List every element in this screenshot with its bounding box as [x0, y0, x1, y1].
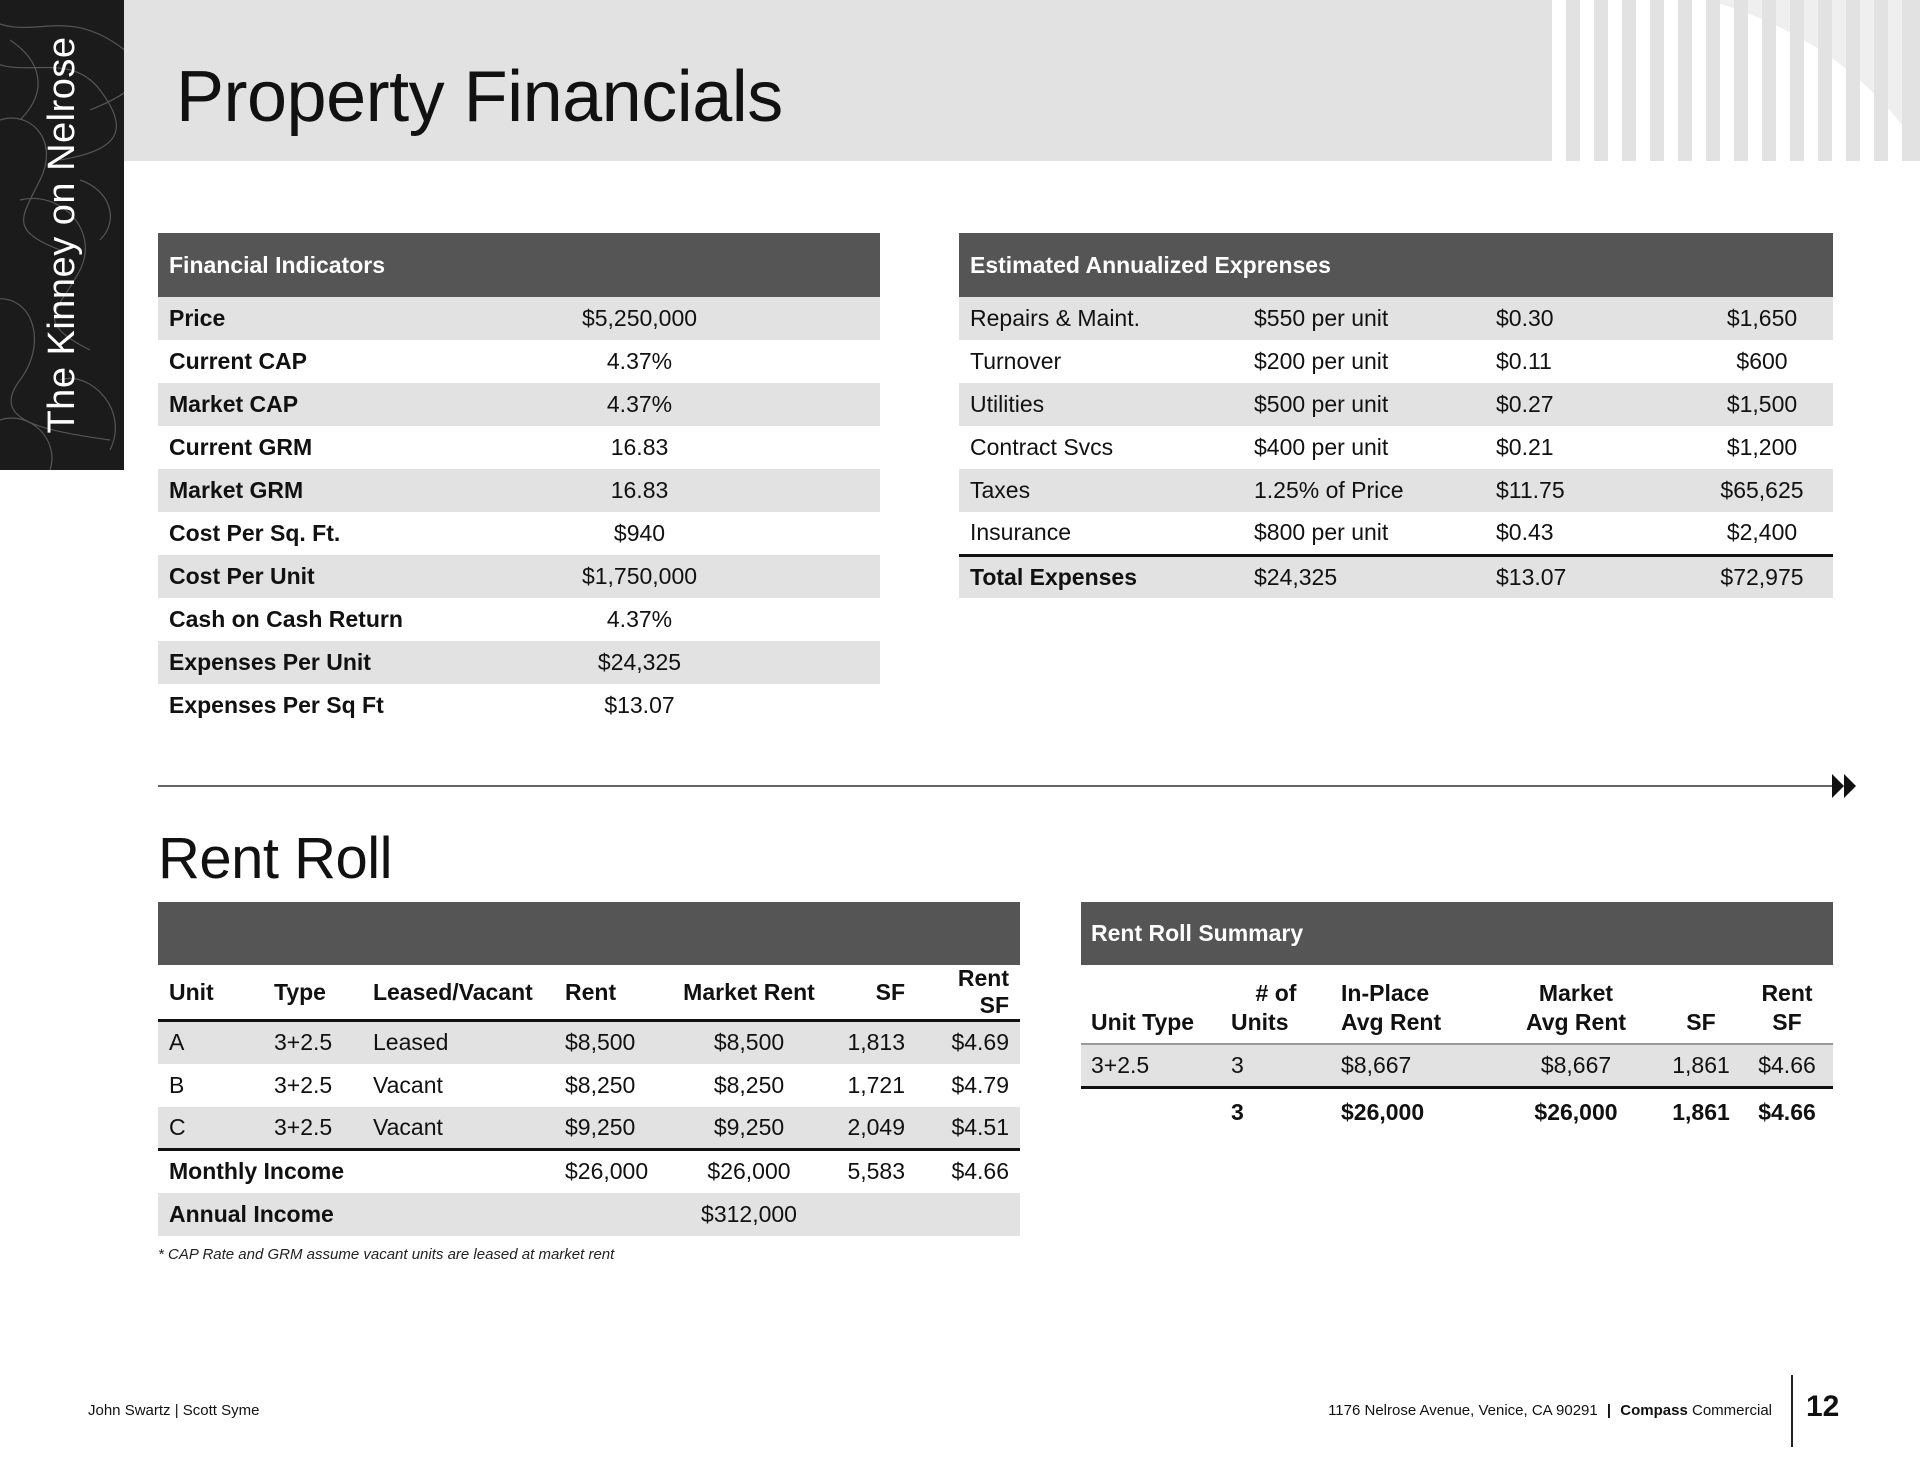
cell-status: Vacant — [373, 1113, 443, 1140]
expense-total-per-sf: $13.07 — [1485, 555, 1691, 598]
col-units: # of Units — [1221, 965, 1331, 1044]
col-rent: Rent — [554, 965, 664, 1021]
table-row — [959, 469, 1833, 512]
summary-total-rent-sf: $4.66 — [1741, 1087, 1833, 1136]
summary-total-market: $26,000 — [1491, 1087, 1661, 1136]
cell-unit: C — [169, 1113, 186, 1140]
col-summary-rent-sf: Rent SF — [1741, 965, 1833, 1044]
table-row — [158, 1021, 1020, 1064]
expense-total: $1,200 — [1726, 434, 1798, 460]
cell-sf: 1,721 — [847, 1071, 905, 1098]
row-value: $940 — [613, 520, 666, 546]
row-label: Expenses Per Sq Ft — [169, 692, 384, 718]
rent-roll-summary-heading: Rent Roll Summary — [1091, 920, 1304, 946]
row-label: Expenses Per Unit — [169, 649, 371, 675]
page-title: Property Financials — [176, 57, 783, 137]
cell-rent-sf: $4.69 — [951, 1029, 1009, 1056]
annual-income-label: Annual Income — [169, 1200, 334, 1227]
col-sf: SF — [834, 965, 916, 1021]
expense-total: $1,500 — [1726, 391, 1798, 417]
financial-indicators-table — [158, 233, 880, 727]
cell-market-rent: $9,250 — [713, 1113, 785, 1140]
footer-address — [1328, 1402, 1772, 1419]
rent-roll-summary-table — [1081, 902, 1833, 1136]
table-row — [959, 512, 1833, 555]
double-arrow-icon — [1832, 772, 1860, 800]
footer-address-text: 1176 Nelrose Avenue, Venice, CA 90291 — [1328, 1402, 1598, 1419]
expense-basis: $500 per unit — [1254, 391, 1389, 417]
row-label: Current CAP — [169, 348, 308, 374]
col-status: Leased/Vacant — [362, 965, 554, 1021]
row-label: Market GRM — [169, 477, 304, 503]
summary-market: $8,667 — [1540, 1051, 1612, 1078]
expense-per-sf: $0.11 — [1496, 348, 1552, 374]
table-row — [158, 684, 880, 727]
expense-per-sf: $0.43 — [1496, 519, 1554, 546]
total-row — [959, 555, 1833, 598]
expense-basis: $550 per unit — [1254, 305, 1389, 331]
row-value: 4.37% — [606, 348, 673, 374]
monthly-income-row — [158, 1150, 1020, 1193]
expense-basis: $800 per unit — [1254, 519, 1389, 546]
col-type: Type — [263, 965, 362, 1021]
footer-brand-bold: Compass — [1620, 1402, 1688, 1419]
summary-sf: 1,861 — [1672, 1051, 1730, 1078]
table-row — [959, 297, 1833, 340]
cell-rent-sf: $4.51 — [951, 1113, 1009, 1140]
expense-basis: 1.25% of Price — [1254, 477, 1404, 503]
rent-roll-column-headers — [158, 965, 1020, 1021]
expense-per-sf: $11.75 — [1496, 477, 1565, 503]
cell-unit: A — [169, 1029, 185, 1056]
expense-total: $1,650 — [1726, 305, 1798, 331]
row-label: Cash on Cash Return — [169, 606, 403, 632]
cell-type: 3+2.5 — [274, 1113, 333, 1140]
col-unit: Unit — [158, 965, 263, 1021]
monthly-income-label: Monthly Income — [158, 1150, 554, 1193]
cell-sf: 2,049 — [847, 1113, 905, 1140]
cell-rent: $9,250 — [565, 1113, 636, 1140]
expense-item: Contract Svcs — [970, 434, 1114, 460]
expenses-table — [959, 233, 1833, 598]
row-label: Price — [169, 305, 226, 331]
table-row — [158, 340, 880, 383]
rent-roll-table — [158, 902, 1020, 1236]
table-row — [158, 641, 880, 684]
col-rent-sf: Rent SF — [916, 965, 1020, 1021]
table-row — [959, 340, 1833, 383]
expense-total: $65,625 — [1720, 477, 1804, 503]
table-row — [158, 555, 880, 598]
expense-total-label: Total Expenses — [959, 555, 1243, 598]
monthly-rent-sf: $4.66 — [916, 1150, 1020, 1193]
section-divider — [158, 785, 1834, 787]
monthly-market-rent: $26,000 — [664, 1150, 834, 1193]
annual-income-row — [158, 1193, 1020, 1236]
expense-total-basis: $24,325 — [1243, 555, 1485, 598]
table-row — [158, 1107, 1020, 1150]
expense-item: Utilities — [970, 391, 1045, 417]
row-value: 4.37% — [606, 391, 673, 417]
cell-status: Leased — [373, 1029, 449, 1056]
col-market-avg-rent: Market Avg Rent — [1491, 965, 1661, 1044]
table-row — [158, 598, 880, 641]
rent-roll-title: Rent Roll — [158, 826, 393, 891]
row-value: $24,325 — [597, 649, 682, 675]
table-row — [158, 1064, 1020, 1107]
summary-rent-sf: $4.66 — [1758, 1051, 1816, 1078]
col-summary-sf: SF — [1661, 965, 1741, 1044]
expense-item: Insurance — [970, 519, 1072, 546]
cell-type: 3+2.5 — [274, 1071, 333, 1098]
row-value: 16.83 — [610, 434, 669, 460]
cell-rent-sf: $4.79 — [951, 1071, 1009, 1098]
summary-unit-type: 3+2.5 — [1091, 1051, 1150, 1078]
row-value: $13.07 — [604, 692, 675, 718]
table-row — [158, 383, 880, 426]
col-inplace-rent: In-Place Avg Rent — [1331, 965, 1491, 1044]
expense-item: Taxes — [970, 477, 1031, 503]
footer-agents: John Swartz | Scott Syme — [88, 1402, 260, 1419]
cell-unit: B — [169, 1071, 185, 1098]
annual-market-rent: $312,000 — [701, 1200, 797, 1227]
side-panel — [0, 0, 124, 470]
row-value: 4.37% — [606, 606, 673, 632]
expense-basis: $200 per unit — [1254, 348, 1389, 374]
table-row — [158, 426, 880, 469]
cell-status: Vacant — [373, 1071, 443, 1098]
expense-total: $600 — [1736, 348, 1788, 374]
expense-basis: $400 per unit — [1254, 434, 1389, 460]
page-number: 12 — [1806, 1390, 1840, 1423]
cell-rent: $8,250 — [565, 1071, 636, 1098]
table-row — [959, 383, 1833, 426]
table-row — [158, 297, 880, 340]
expense-total: $2,400 — [1726, 519, 1798, 546]
financial-indicators-heading: Financial Indicators — [169, 251, 385, 278]
row-label: Cost Per Unit — [169, 563, 315, 589]
col-market-rent: Market Rent — [664, 965, 834, 1021]
side-title: The Kinney on Nelrose — [40, 36, 83, 434]
summary-total-inplace: $26,000 — [1331, 1087, 1491, 1136]
summary-inplace: $8,667 — [1341, 1051, 1412, 1078]
summary-total-units: 3 — [1221, 1087, 1331, 1136]
expense-per-sf: $0.30 — [1496, 305, 1554, 331]
table-row — [1081, 1044, 1833, 1087]
expense-item: Turnover — [970, 348, 1062, 374]
footnote: * CAP Rate and GRM assume vacant units are leased at market rent — [158, 1246, 615, 1263]
footer-brand-rest: Commercial — [1691, 1402, 1772, 1419]
row-label: Market CAP — [169, 391, 299, 417]
row-value: $1,750,000 — [581, 563, 698, 589]
monthly-sf: 5,583 — [834, 1150, 916, 1193]
rent-roll-header-bar — [158, 902, 1020, 965]
table-row — [158, 469, 880, 512]
cell-type: 3+2.5 — [274, 1029, 333, 1056]
row-value: 16.83 — [610, 477, 669, 503]
row-label: Current GRM — [169, 434, 313, 460]
table-row — [959, 426, 1833, 469]
footer-divider — [1791, 1375, 1793, 1447]
expense-per-sf: $0.27 — [1496, 391, 1554, 417]
expenses-heading: Estimated Annualized Exprenses — [970, 251, 1331, 278]
cell-sf: 1,813 — [847, 1029, 905, 1056]
footer-separator: | — [1606, 1402, 1612, 1419]
row-label: Cost Per Sq. Ft. — [169, 520, 341, 546]
monthly-rent: $26,000 — [554, 1150, 664, 1193]
summary-units: 3 — [1231, 1051, 1244, 1078]
cell-market-rent: $8,250 — [713, 1071, 785, 1098]
cell-market-rent: $8,500 — [713, 1029, 785, 1056]
summary-total-row — [1081, 1087, 1833, 1136]
summary-total-sf: 1,861 — [1661, 1087, 1741, 1136]
header-stripe-graphic — [1548, 0, 1920, 161]
cell-rent: $8,500 — [565, 1029, 636, 1056]
col-unit-type: Unit Type — [1081, 965, 1221, 1044]
expense-per-sf: $0.21 — [1496, 434, 1554, 460]
expense-total-amount: $72,975 — [1691, 555, 1833, 598]
expense-item: Repairs & Maint. — [970, 305, 1141, 331]
row-value: $5,250,000 — [581, 305, 698, 331]
summary-column-headers — [1081, 965, 1833, 1044]
table-row — [158, 512, 880, 555]
